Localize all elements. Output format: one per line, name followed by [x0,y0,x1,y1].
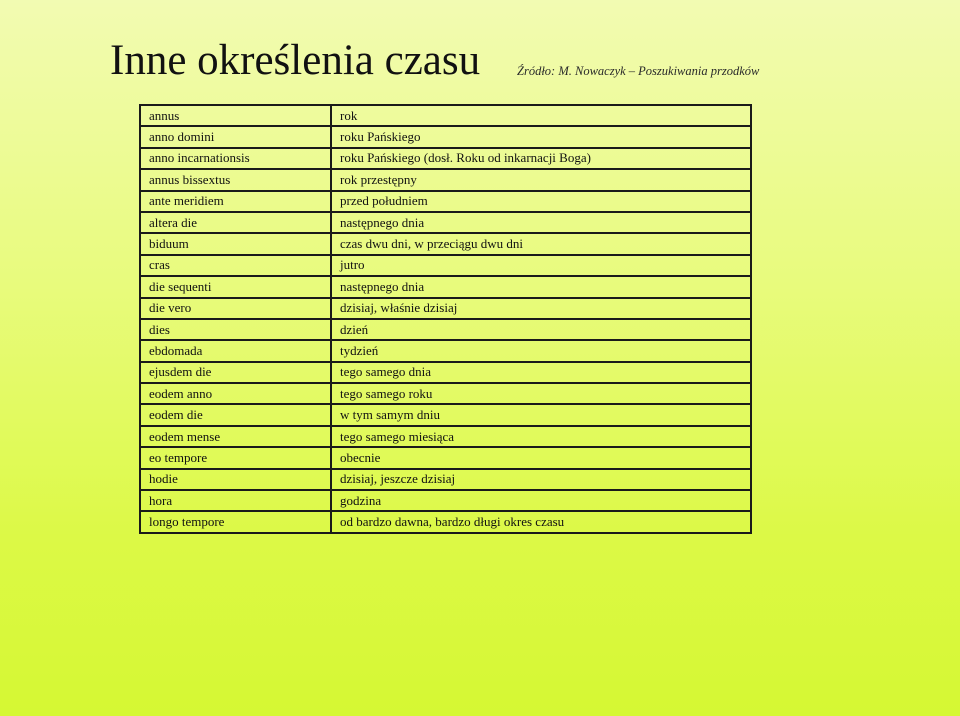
latin-term-cell: annus bissextus [140,169,331,190]
polish-translation-cell: rok przestępny [331,169,751,190]
polish-translation-cell: tego samego roku [331,383,751,404]
latin-term-cell: anno domini [140,126,331,147]
polish-translation-cell: rok [331,105,751,126]
latin-term-cell: hora [140,490,331,511]
slide-title: Inne określenia czasu [110,37,481,84]
table-row [140,383,751,404]
polish-translation-cell: dzisiaj, jeszcze dzisiaj [331,469,751,490]
table-row [140,298,751,319]
latin-term-cell: eo tempore [140,447,331,468]
table-row [140,362,751,383]
polish-translation-cell: obecnie [331,447,751,468]
table-row [140,255,751,276]
latin-term-cell: hodie [140,469,331,490]
polish-translation-cell: roku Pańskiego (dosł. Roku od inkarnacji Boga) [331,148,751,169]
table-row [140,469,751,490]
table-row [140,447,751,468]
latin-term-cell: dies [140,319,331,340]
latin-term-cell: ejusdem die [140,362,331,383]
table-row [140,105,751,126]
latin-term-cell: anno incarnationsis [140,148,331,169]
polish-translation-cell: jutro [331,255,751,276]
polish-translation-cell: czas dwu dni, w przeciągu dwu dni [331,233,751,254]
table-row [140,340,751,361]
polish-translation-cell: roku Pańskiego [331,126,751,147]
latin-term-cell: eodem die [140,404,331,425]
latin-term-cell: eodem mense [140,426,331,447]
table-row [140,148,751,169]
latin-term-cell: annus [140,105,331,126]
polish-translation-cell: przed południem [331,191,751,212]
latin-term-cell: eodem anno [140,383,331,404]
table-row [140,276,751,297]
polish-translation-cell: dzień [331,319,751,340]
table-row [140,191,751,212]
polish-translation-cell: następnego dnia [331,276,751,297]
latin-term-cell: die sequenti [140,276,331,297]
latin-term-cell: ebdomada [140,340,331,361]
table-row [140,511,751,532]
polish-translation-cell: dzisiaj, właśnie dzisiaj [331,298,751,319]
source-citation: Źródło: M. Nowaczyk – Poszukiwania przodków [517,64,760,78]
latin-term-cell: biduum [140,233,331,254]
polish-translation-cell: w tym samym dniu [331,404,751,425]
polish-translation-cell: następnego dnia [331,212,751,233]
latin-term-cell: cras [140,255,331,276]
table-row [140,490,751,511]
table-row [140,233,751,254]
latin-term-cell: longo tempore [140,511,331,532]
terms-table [139,104,752,534]
polish-translation-cell: tego samego miesiąca [331,426,751,447]
table-row [140,126,751,147]
terms-table-body [140,105,751,533]
latin-term-cell: die vero [140,298,331,319]
latin-term-cell: ante meridiem [140,191,331,212]
polish-translation-cell: godzina [331,490,751,511]
table-row [140,319,751,340]
table-row [140,426,751,447]
table-row [140,169,751,190]
table-row [140,404,751,425]
polish-translation-cell: tydzień [331,340,751,361]
polish-translation-cell: od bardzo dawna, bardzo długi okres czasu [331,511,751,532]
polish-translation-cell: tego samego dnia [331,362,751,383]
table-row [140,212,751,233]
latin-term-cell: altera die [140,212,331,233]
